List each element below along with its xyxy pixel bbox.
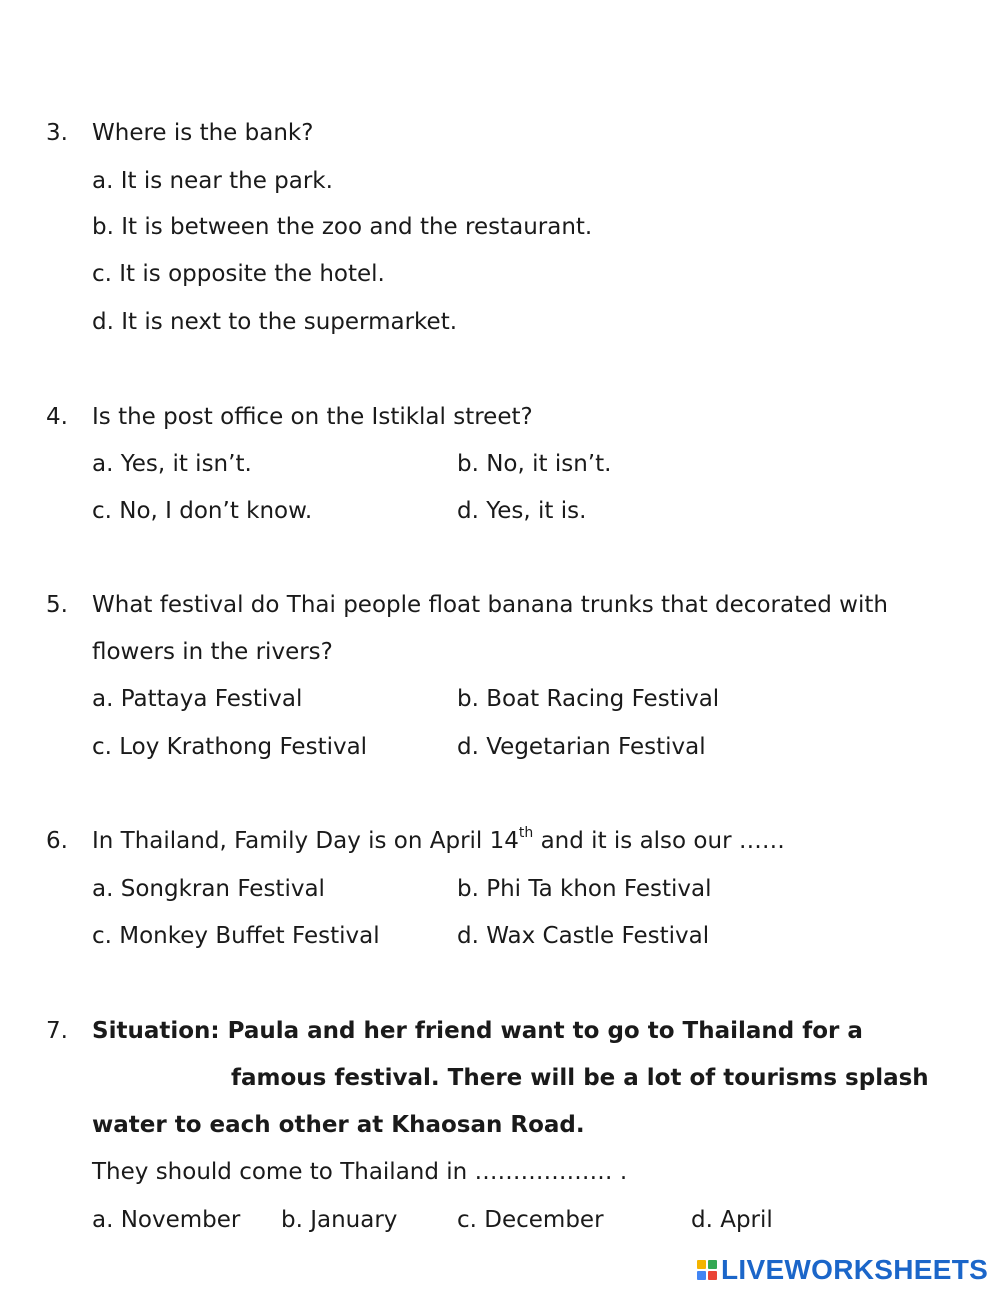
question-5-option-b: b. Boat Racing Festival bbox=[457, 686, 720, 712]
question-6-option-a: a. Songkran Festival bbox=[92, 876, 325, 902]
question-7-option-c: c. December bbox=[457, 1207, 604, 1233]
question-4-text: Is the post office on the Istiklal street? bbox=[92, 404, 533, 430]
question-5-text-line2: flowers in the rivers? bbox=[92, 639, 333, 665]
question-3-option-b: b. It is between the zoo and the restaurant. bbox=[92, 214, 593, 240]
question-6-option-b: b. Phi Ta khon Festival bbox=[457, 876, 712, 902]
question-4-option-b: b. No, it isn’t. bbox=[457, 451, 612, 477]
question-7-prompt: They should come to Thailand in ……………… . bbox=[92, 1159, 628, 1185]
question-7-option-b: b. January bbox=[281, 1207, 398, 1233]
liveworksheets-logo-icon bbox=[697, 1260, 717, 1280]
question-7-number: 7. bbox=[46, 1018, 68, 1044]
question-3-option-a: a. It is near the park. bbox=[92, 168, 333, 194]
question-6-option-d: d. Wax Castle Festival bbox=[457, 923, 710, 949]
question-6-text bbox=[92, 825, 785, 854]
question-4-option-d: d. Yes, it is. bbox=[457, 498, 587, 524]
question-6-text-after: and it is also our …… bbox=[533, 828, 785, 854]
question-6-option-c: c. Monkey Buffet Festival bbox=[92, 923, 380, 949]
question-3-text: Where is the bank? bbox=[92, 120, 314, 146]
question-4-option-a: a. Yes, it isn’t. bbox=[92, 451, 252, 477]
question-5-option-a: a. Pattaya Festival bbox=[92, 686, 303, 712]
question-4-option-c: c. No, I don’t know. bbox=[92, 498, 313, 524]
question-7-option-d: d. April bbox=[691, 1207, 773, 1233]
question-7-situation-line3: water to each other at Khaosan Road. bbox=[92, 1112, 585, 1138]
question-3-option-c: c. It is opposite the hotel. bbox=[92, 261, 385, 287]
question-7-situation-line2: famous festival. There will be a lot of tourisms splash bbox=[231, 1065, 929, 1091]
question-4-number: 4. bbox=[46, 404, 68, 430]
question-7-situation-line1: Situation: Paula and her friend want to go to Thailand for a bbox=[92, 1018, 863, 1044]
question-5-text-line1: What festival do Thai people float banana trunks that decorated with bbox=[92, 592, 888, 618]
question-3-option-d: d. It is next to the supermarket. bbox=[92, 309, 458, 335]
liveworksheets-logo-text: LIVEWORKSHEETS bbox=[721, 1254, 989, 1285]
question-6-text-before: In Thailand, Family Day is on April 14 bbox=[92, 828, 519, 854]
question-6-text-superscript: th bbox=[518, 825, 534, 841]
liveworksheets-logo bbox=[697, 1256, 988, 1284]
question-6-number: 6. bbox=[46, 828, 68, 854]
question-5-option-d: d. Vegetarian Festival bbox=[457, 734, 706, 760]
question-5-option-c: c. Loy Krathong Festival bbox=[92, 734, 368, 760]
question-7-option-a: a. November bbox=[92, 1207, 241, 1233]
question-3-number: 3. bbox=[46, 120, 68, 146]
question-5-number: 5. bbox=[46, 592, 68, 618]
